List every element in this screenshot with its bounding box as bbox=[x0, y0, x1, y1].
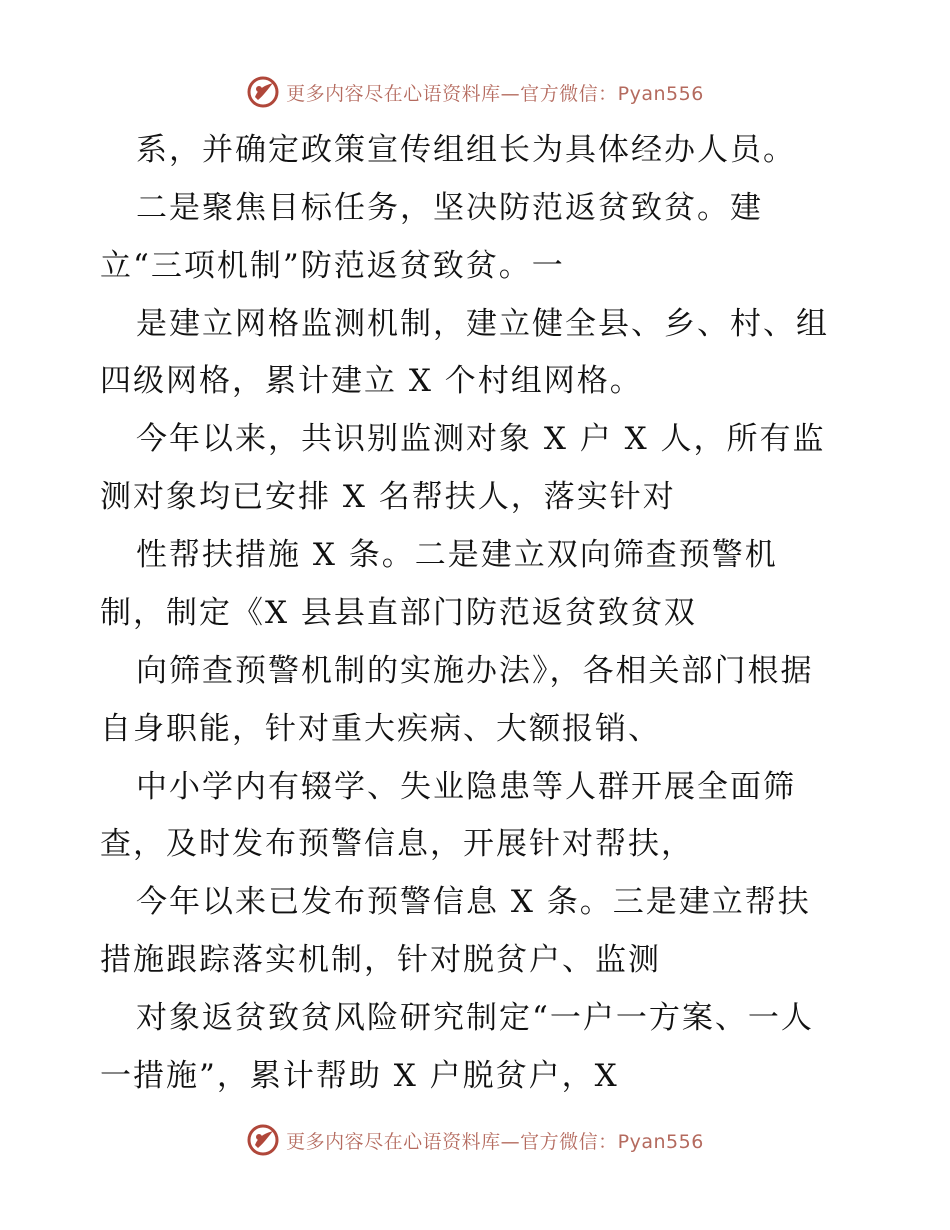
footer-watermark bbox=[0, 1120, 950, 1160]
text-line: 今年以来已发布预警信息 X 条。三是建立帮扶 bbox=[136, 884, 811, 920]
text-line: 一措施”，累计帮助 X 户脱贫户，X bbox=[100, 1058, 619, 1094]
text-line: 性帮扶措施 X 条。二是建立双向筛查预警机 bbox=[136, 537, 778, 573]
text-line: 对象返贫致贫风险研究制定“一户一方案、一人 bbox=[136, 1000, 814, 1036]
text-line: 系，并确定政策宣传组组长为具体经办人员。 bbox=[136, 132, 796, 168]
text-line: 测对象均已安排 X 名帮扶人，落实针对 bbox=[100, 479, 676, 515]
text-line: 向筛查预警机制的实施办法》，各相关部门根据 bbox=[136, 653, 814, 689]
text-line: 中小学内有辍学、失业隐患等人群开展全面筛 bbox=[136, 769, 796, 805]
text-line: 四级网格，累计建立 X 个村组网格。 bbox=[100, 363, 643, 399]
header-watermark-text: 更多内容尽在心语资料库—官方微信：Pyan556 bbox=[286, 82, 704, 105]
text-line: 今年以来，共识别监测对象 X 户 X 人，所有监 bbox=[136, 421, 826, 457]
text-line: 立“三项机制”防范返贫致贫。一 bbox=[100, 248, 565, 284]
footer-watermark-text: 更多内容尽在心语资料库—官方微信：Pyan556 bbox=[286, 1130, 704, 1153]
text-line: 二是聚焦目标任务，坚决防范返贫致贫。建 bbox=[136, 190, 763, 226]
text-line: 是建立网格监测机制，建立健全县、乡、村、组 bbox=[136, 306, 829, 342]
text-line: 自身职能，针对重大疾病、大额报销、 bbox=[100, 711, 661, 747]
text-line: 措施跟踪落实机制，针对脱贫户、监测 bbox=[100, 942, 661, 978]
logo-icon bbox=[246, 1123, 280, 1157]
text-line: 制，制定《X 县县直部门防范返贫致贫双 bbox=[100, 595, 697, 631]
text-line: 查，及时发布预警信息，开展针对帮扶， bbox=[100, 826, 694, 862]
